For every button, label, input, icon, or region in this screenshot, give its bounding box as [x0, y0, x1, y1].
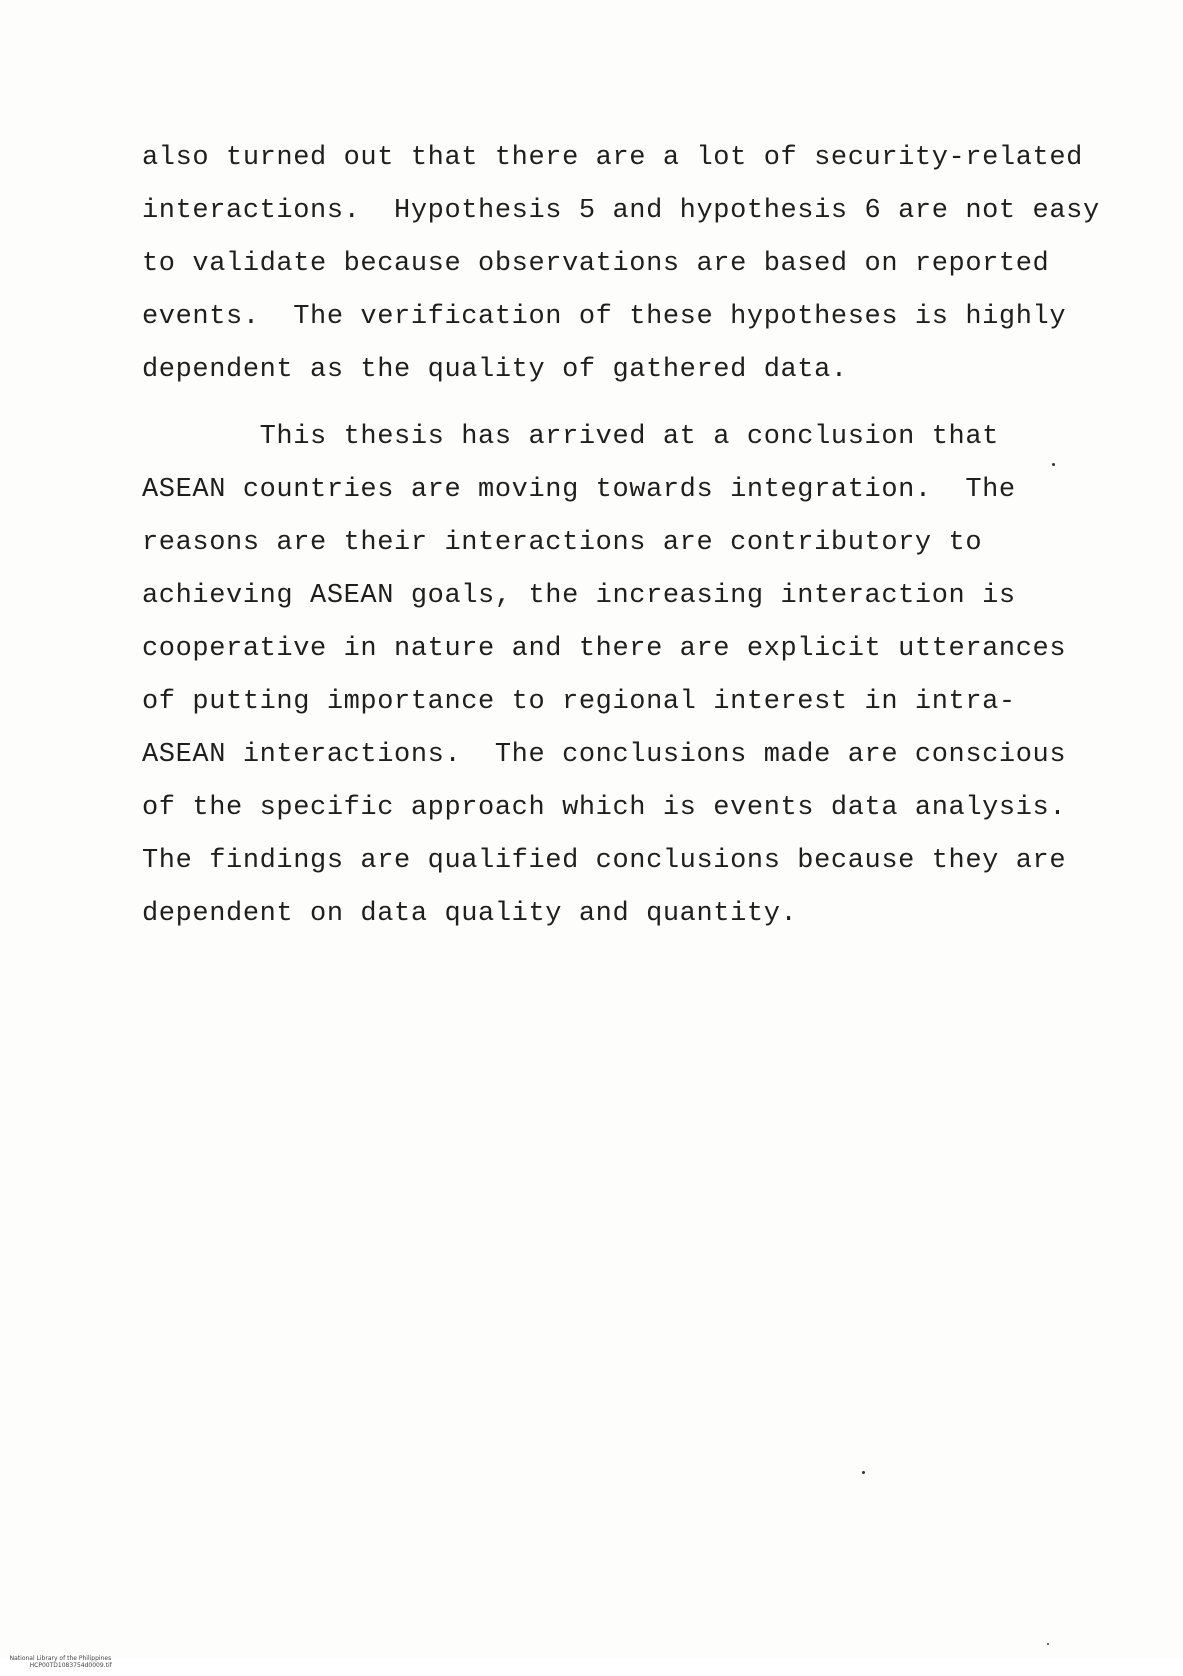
text-line: events. The verification of these hypotheses is highly	[142, 302, 1067, 332]
text-line: ASEAN interactions. The conclusions made are conscious	[142, 740, 1067, 770]
text-line: achieving ASEAN goals, the increasing interaction is	[142, 581, 1016, 611]
text-line: to validate because observations are based on reported	[142, 249, 1050, 279]
scan-footer	[2, 1648, 112, 1676]
text-line: dependent on data quality and quantity.	[142, 899, 798, 929]
footer-library: National Library of the Philippines	[9, 1655, 112, 1662]
text-line: dependent as the quality of gathered data.	[142, 355, 848, 385]
text-line: of putting importance to regional interest in intra-	[142, 687, 1016, 717]
scan-speck	[1047, 1643, 1049, 1645]
text-line: This thesis has arrived at a conclusion that	[142, 422, 999, 452]
text-line: interactions. Hypothesis 5 and hypothesis 6 are not easy	[142, 196, 1100, 226]
scan-speck	[862, 1471, 865, 1474]
paragraph-2	[142, 411, 1067, 941]
scan-speck	[1052, 463, 1055, 466]
text-line: reasons are their interactions are contributory to	[142, 528, 983, 558]
paragraph-1	[142, 132, 1100, 397]
text-line: ASEAN countries are moving towards integration. The	[142, 475, 1016, 505]
text-line: cooperative in nature and there are explicit utterances	[142, 634, 1067, 664]
footer-code: HCP00TD1083754d0009.tif	[29, 1662, 112, 1669]
text-line: The findings are qualified conclusions because they are	[142, 846, 1067, 876]
text-line: also turned out that there are a lot of security-related	[142, 143, 1083, 173]
text-line: of the specific approach which is events data analysis.	[142, 793, 1067, 823]
